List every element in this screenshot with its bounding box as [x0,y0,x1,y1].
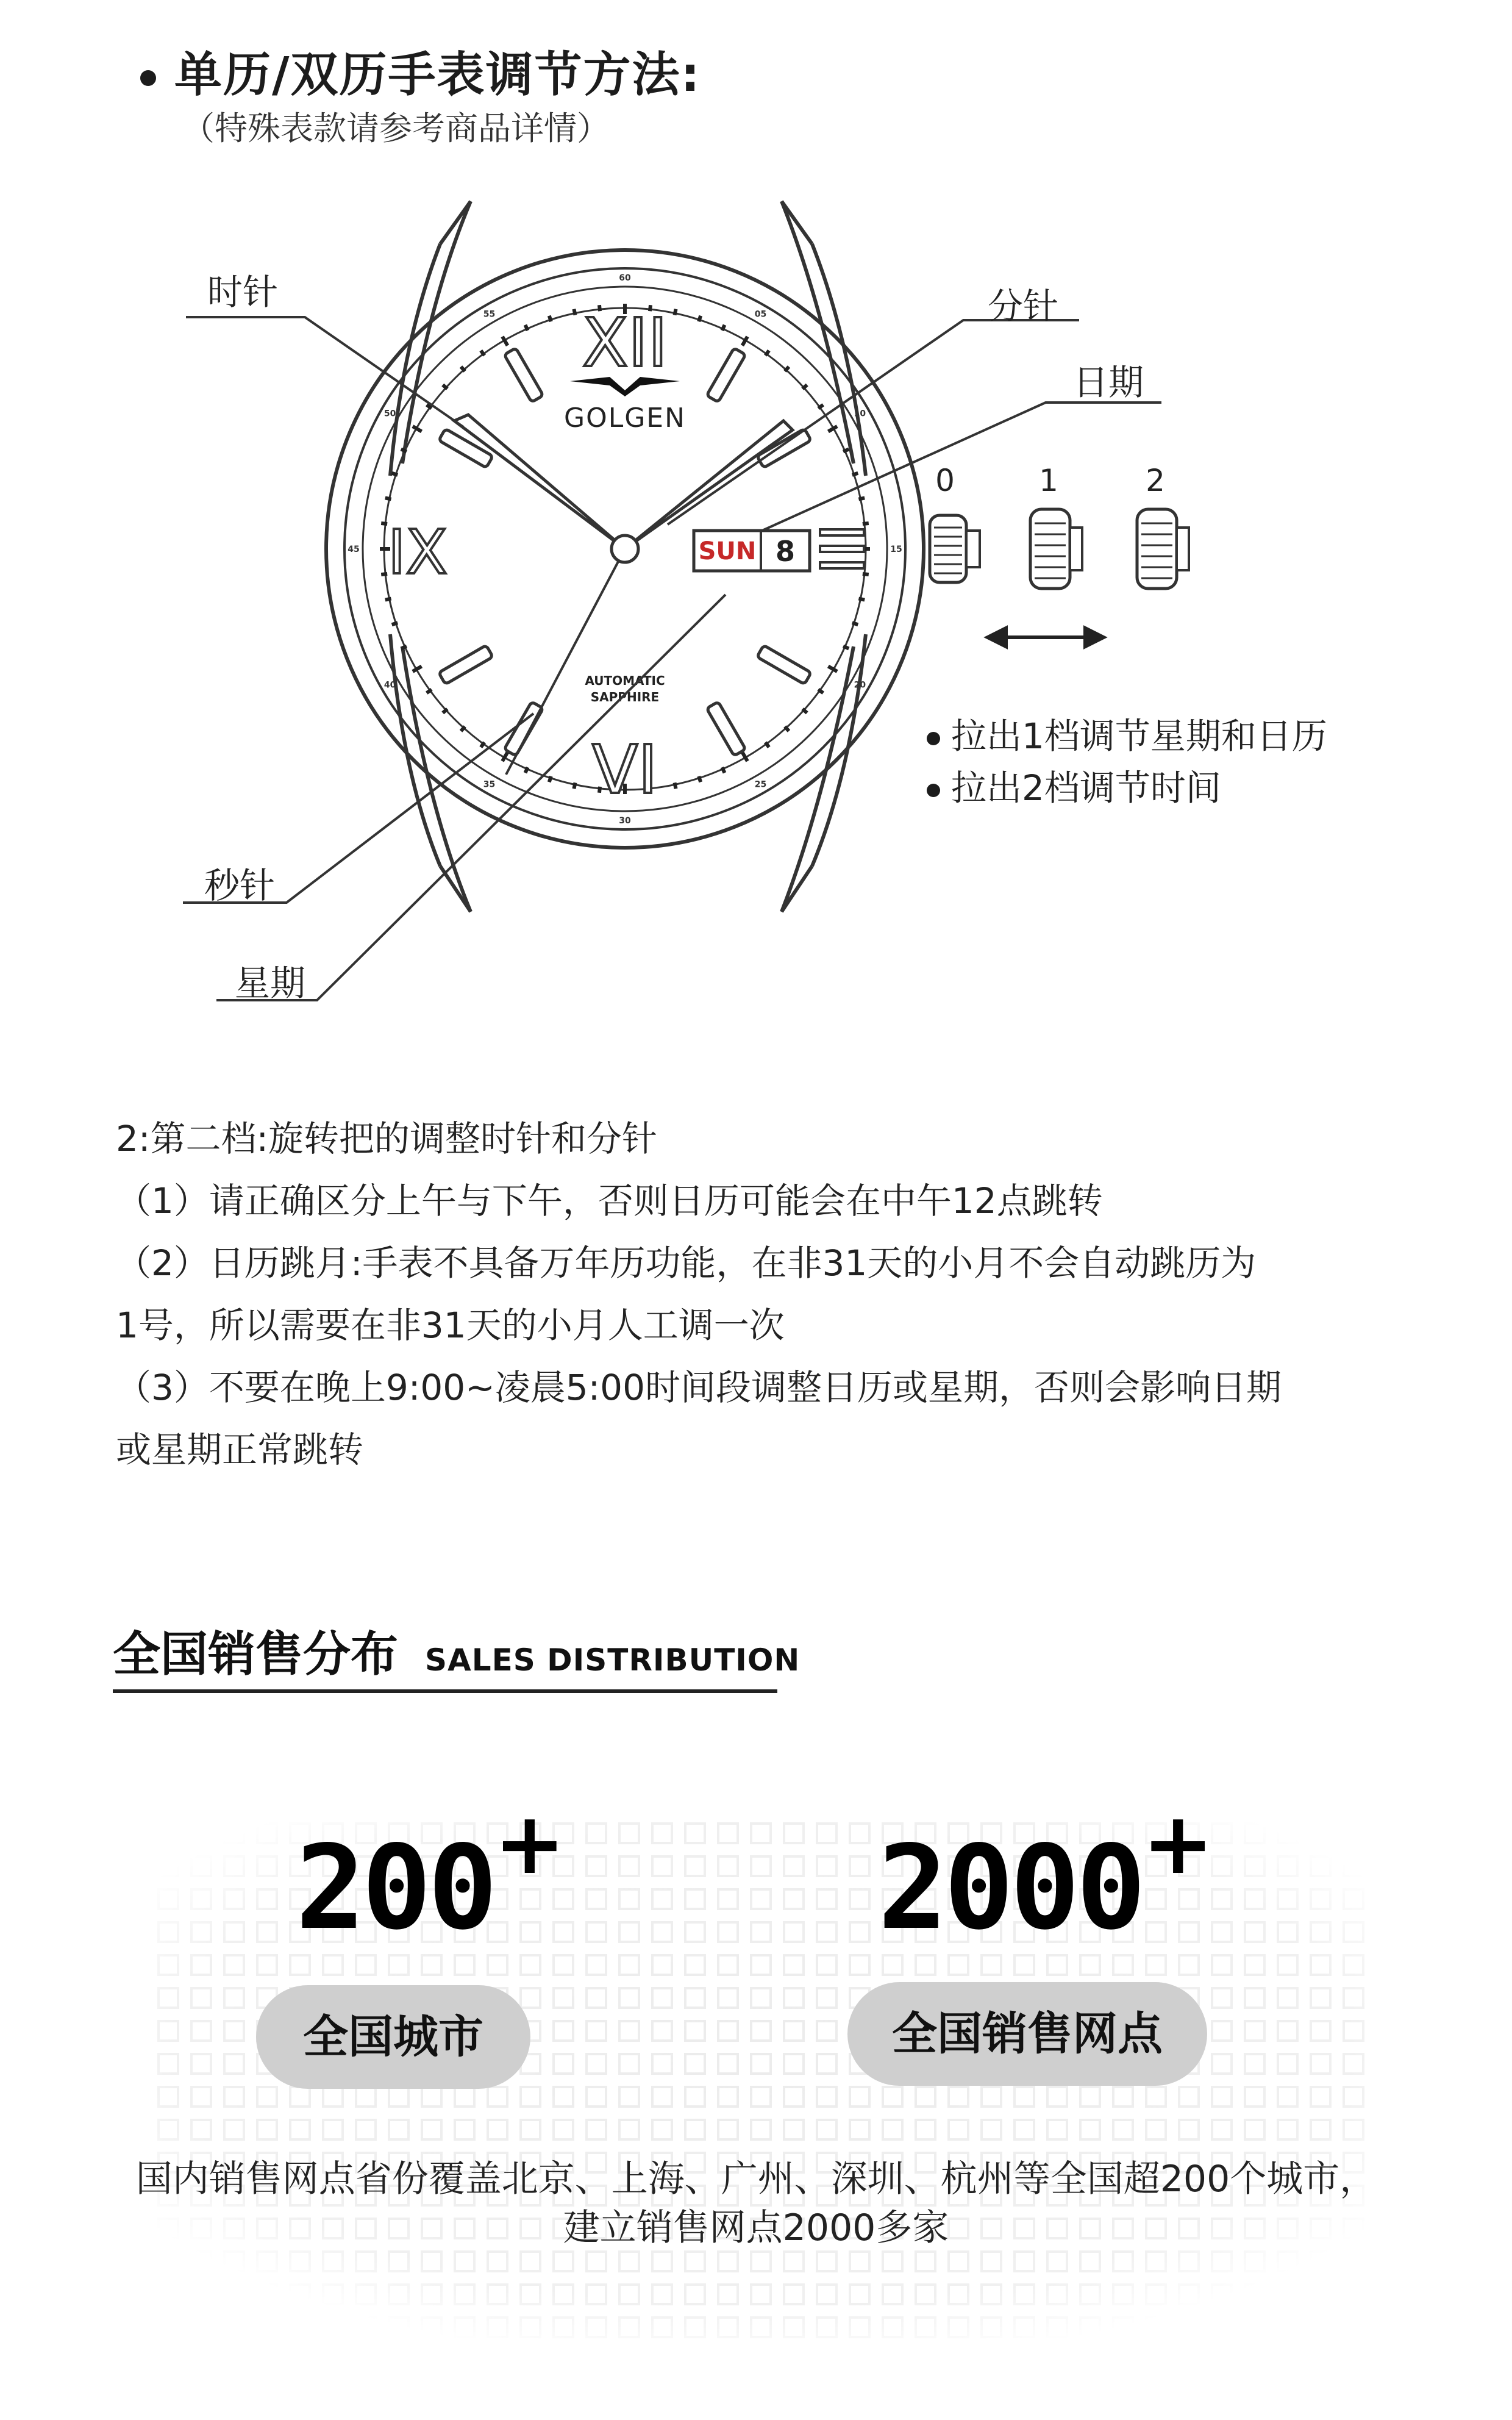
minute-tick [525,325,527,331]
leader-hour-hand [186,317,463,427]
crown-position-2 [1137,509,1177,589]
minute-tick [852,623,858,625]
minute-tick [675,782,676,789]
minute-tick [502,337,508,346]
numeral-9: IX [388,517,448,588]
stat-cities-label: 全国城市 [256,1985,530,2089]
minute-tick [502,752,508,761]
callout-second-hand: 秒针 [204,865,276,906]
day-window-text: SUN [698,537,757,565]
minute-tick [675,309,676,315]
minute-tick [401,449,407,451]
page-title: 单历/双历手表调节方法: [140,37,701,105]
crown-label-2: 2 [1146,463,1165,498]
callout-date: 日期 [1073,362,1144,403]
section-title: 全国销售分布 SALES DISTRIBUTION [113,1627,801,1682]
instruction-line-5: （3）不要在晚上9:00~凌晨5:00时间段调整日历或星期，否则会影响日期 [116,1367,1282,1408]
callout-weekday: 星期 [235,962,306,1004]
minute-tick [381,574,387,575]
minute-tick [699,776,701,782]
minute-tick [525,767,527,773]
minute-tick [574,309,575,315]
minute-tick [549,316,551,322]
minute-tick [828,667,837,672]
sales-description-line-2: 建立销售网点2000多家 [563,2207,949,2249]
minute-tick [461,726,465,731]
dial-text-automatic: AUTOMATIC [585,673,665,688]
instruction-line-2: （1）请正确区分上午与下午，否则日历可能会在中午12点跳转 [116,1180,1103,1222]
minute-tick [858,498,865,499]
double-arrow-icon [988,628,1104,646]
bullet-dot [927,784,940,797]
tip-position-2: 拉出2档调节时间 [927,759,1221,811]
minute-number: 45 [348,545,360,554]
minute-tick [802,385,807,389]
minute-tick [443,709,447,713]
minute-number: 50 [383,409,396,419]
minute-tick [785,726,789,731]
crown-label-0: 0 [935,463,955,498]
minute-number: 55 [483,309,496,320]
crown-label-1: 1 [1039,463,1058,498]
minute-tick [852,473,858,475]
page-subtitle: （特殊表款请参考商品详情） [182,109,610,148]
crown-position-1 [1030,509,1070,589]
date-window-text: 8 [775,535,796,568]
minute-tick [858,599,865,600]
minute-tick [843,646,849,648]
center-pin [612,535,638,562]
stat-outlets-label: 全国销售网点 [847,1982,1207,2086]
minute-number: 25 [754,779,767,790]
stat-cities-value: 200 [296,1820,494,1955]
minute-number: 40 [383,680,396,690]
callout-hour-hand: 时针 [207,271,279,313]
instruction-line-3: （2）日历跳月:手表不具备万年历功能，在非31天的小月不会自动跳历为 [116,1242,1257,1284]
minute-tick [743,337,748,346]
minute-tick [574,782,575,789]
minute-tick [785,367,789,371]
dial-text-sapphire: SAPPHIRE [590,690,660,704]
section-title-en: SALES DISTRIBUTION [425,1642,801,1678]
minute-tick [413,667,422,672]
stat-outlets [878,1794,1214,1955]
minute-number: 15 [890,545,902,554]
sales-description-line-1: 国内销售网点省份覆盖北京、上海、广州、深圳、杭州等全国超200个城市， [135,2158,1377,2200]
minute-tick [722,325,724,331]
minute-tick [392,623,398,625]
minute-tick [443,385,447,389]
minute-tick [549,776,551,782]
bullet-dot [140,70,156,86]
plus-icon: + [1142,1794,1214,1894]
minute-tick [385,498,391,499]
minute-tick [843,449,849,451]
minute-tick [743,752,748,761]
minute-tick [863,574,869,575]
minute-tick [392,473,398,475]
numeral-12: XII [582,304,668,382]
callout-minute-hand: 分针 [988,285,1059,327]
minute-tick [401,646,407,648]
minute-number: 10 [854,409,866,419]
minute-number: 20 [854,680,866,690]
instruction-line-1: 2:第二档:旋转把的调整时针和分针 [116,1118,657,1159]
leader-date [762,403,1161,531]
minute-number: 05 [754,309,767,320]
minute-number: 35 [483,779,496,790]
minute-tick [461,367,465,371]
stat-cities [296,1794,566,1955]
minute-number: 30 [619,816,631,826]
minute-tick [381,523,387,524]
minute-tick [802,709,807,713]
tip-position-1: 拉出1档调节星期和日历 [927,707,1327,759]
instruction-line-4: 1号，所以需要在非31天的小月人工调一次 [116,1305,785,1346]
minute-tick [828,426,837,432]
leader-minute-hand [668,320,1079,524]
minute-tick [699,316,701,322]
section-underline [113,1689,777,1693]
minute-number: 60 [619,273,631,283]
minute-tick [385,599,391,600]
minute-tick [413,426,422,432]
minute-tick [863,523,869,524]
brand-name: GOLGEN [563,403,686,434]
numeral-6: VI [592,731,658,809]
minute-tick [722,767,724,773]
instruction-line-6: 或星期正常跳转 [116,1429,364,1470]
hour-hand [454,415,625,549]
plus-icon: + [494,1794,566,1894]
bullet-dot [927,732,940,745]
stat-outlets-value: 2000 [878,1820,1143,1955]
